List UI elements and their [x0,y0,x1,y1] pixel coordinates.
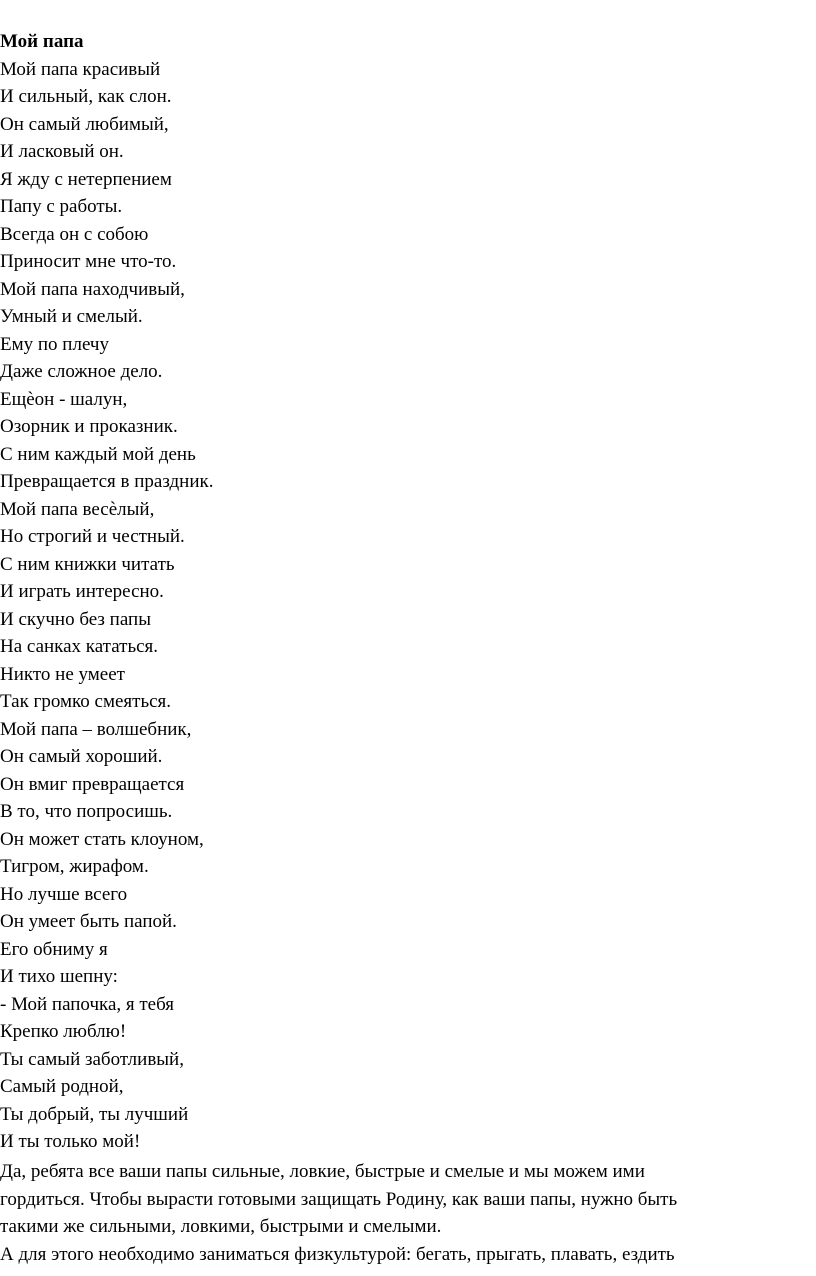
poem-line: Мой папа – волшебник, [0,718,192,740]
poem-line: Но строгий и честный. [0,526,185,547]
poem-line: И скучно без папы [0,608,151,630]
poem-line: Даже сложное дело. [0,361,163,382]
poem-line: Крепко люблю! [0,1021,127,1042]
poem-line: Папу с работы. [0,196,123,217]
poem-line: В то, что попросишь. [0,801,173,822]
poem-line: Тигром, жирафом. [0,856,149,877]
prose-line: А для этого необходимо заниматься физкультурой: бегать, прыгать, плавать, ездить [0,1243,675,1265]
poem-line: Я жду с нетерпением [0,168,172,190]
poem-line: Он самый хороший. [0,746,163,767]
poem-line: Его обниму я [0,938,108,960]
poem-line: Ещѐон - шалун, [0,388,128,410]
poem-line: Никто не умеет [0,663,125,685]
prose-line: такими же сильными, ловкими, быстрыми и смелыми. [0,1216,442,1237]
poem-line: И ты только мой! [0,1131,141,1152]
poem-line: С ним каждый мой день [0,443,196,465]
poem-line: Он вмиг превращается [0,773,185,795]
poem [0,56,213,1156]
poem-line: Ты добрый, ты лучший [0,1103,189,1125]
poem-line: Ты самый заботливый, [0,1048,184,1070]
poem-line: С ним книжки читать [0,553,175,575]
prose-line: гордиться. Чтобы вырасти готовыми защищать Родину, как ваши папы, нужно быть [0,1188,678,1210]
poem-line: Так громко смеяться. [0,691,172,712]
poem-line: И тихо шепну: [0,966,118,987]
poem-line: - Мой папочка, я тебя [0,993,175,1015]
poem-line: Он может стать клоуном, [0,828,204,850]
poem-line: Умный и смелый. [0,306,143,327]
poem-line: Мой папа красивый [0,58,161,80]
prose-paragraph [0,1158,800,1268]
poem-line: Самый родной, [0,1076,124,1097]
poem-line: Всегда он с собою [0,223,149,245]
prose-line: Да, ребята все ваши папы сильные, ловкие, быстрые и смелые и мы можем ими [0,1161,645,1182]
poem-line: И сильный, как слон. [0,86,172,107]
poem-line: Мой папа находчивый, [0,278,185,300]
poem-line: Он умеет быть папой. [0,911,177,932]
poem-line: На санках кататься. [0,636,159,657]
poem-line: И ласковый он. [0,141,124,162]
poem-line: Озорник и проказник. [0,416,178,437]
poem-line: Ему по плечу [0,333,109,355]
poem-title: Мой папа [0,31,84,52]
poem-line: Мой папа весѐлый, [0,498,155,520]
poem-line: Превращается в праздник. [0,471,214,492]
poem-line: Приносит мне что-то. [0,251,177,272]
poem-line: Но лучше всего [0,883,128,905]
poem-line: И играть интересно. [0,581,164,602]
poem-line: Он самый любимый, [0,113,169,135]
